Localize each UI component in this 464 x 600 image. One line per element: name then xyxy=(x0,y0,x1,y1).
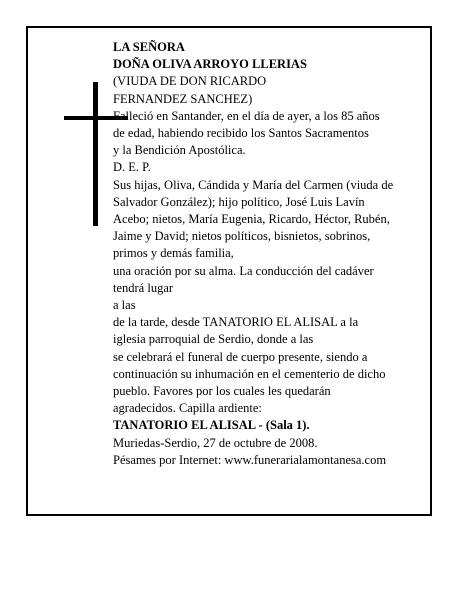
widow-line-1: (VIUDA DE DON RICARDO xyxy=(113,74,267,89)
funeral-line-3: pueblo. Favores por los cuales les quedarán xyxy=(113,384,331,399)
transfer-line-1: tendrá lugar xyxy=(113,280,174,295)
transfer-line-3: de la tarde, desde TANATORIO EL ALISAL a la xyxy=(113,315,359,330)
transfer-line-2: a las xyxy=(113,298,136,313)
condolences-line: Pésames por Internet: www.funerarialamontanesa.com xyxy=(113,452,387,467)
funeral-line-1: se celebrará el funeral de cuerpo presente, siendo a xyxy=(113,349,368,364)
family-line-1: Sus hijas, Oliva, Cándida y María del Carmen (viuda de xyxy=(113,177,394,192)
funeral-line-4: agradecidos. Capilla ardiente: xyxy=(113,401,262,416)
family-line-3: Acebo; nietos, María Eugenia, Ricardo, Héctor, Rubén, xyxy=(113,212,390,227)
obituary-text xyxy=(113,39,425,469)
family-line-2: Salvador González); hijo político, José Luis Lavín xyxy=(113,194,365,209)
funeral-line-2: continuación su inhumación en el cementerio de dicho xyxy=(113,366,386,381)
place-date: Muriedas-Serdio, 27 de octubre de 2008. xyxy=(113,435,318,450)
rip-line: D. E. P. xyxy=(113,160,151,175)
heading-title: LA SEÑORA xyxy=(113,40,185,54)
transfer-line-4: iglesia parroquial de Serdio, donde a las xyxy=(113,332,314,347)
prayer-line: una oración por su alma. La conducción del cadáver xyxy=(113,263,374,278)
family-line-4: Jaime y David; nietos políticos, bisnietos, sobrinos, xyxy=(113,229,371,244)
widow-line-2: FERNANDEZ SANCHEZ) xyxy=(113,91,253,106)
deceased-name: DOÑA OLIVA ARROYO LLERIAS xyxy=(113,57,307,72)
chapel-location: TANATORIO EL ALISAL - (Sala 1). xyxy=(113,418,310,433)
death-line-1: Falleció en Santander, en el día de ayer, a los 85 años xyxy=(113,108,380,123)
cross-vertical-bar xyxy=(93,82,98,226)
family-line-5: primos y demás familia, xyxy=(113,246,234,261)
death-line-3: y la Bendición Apostólica. xyxy=(113,143,246,158)
death-line-2: de edad, habiendo recibido los Santos Sacramentos xyxy=(113,126,369,141)
